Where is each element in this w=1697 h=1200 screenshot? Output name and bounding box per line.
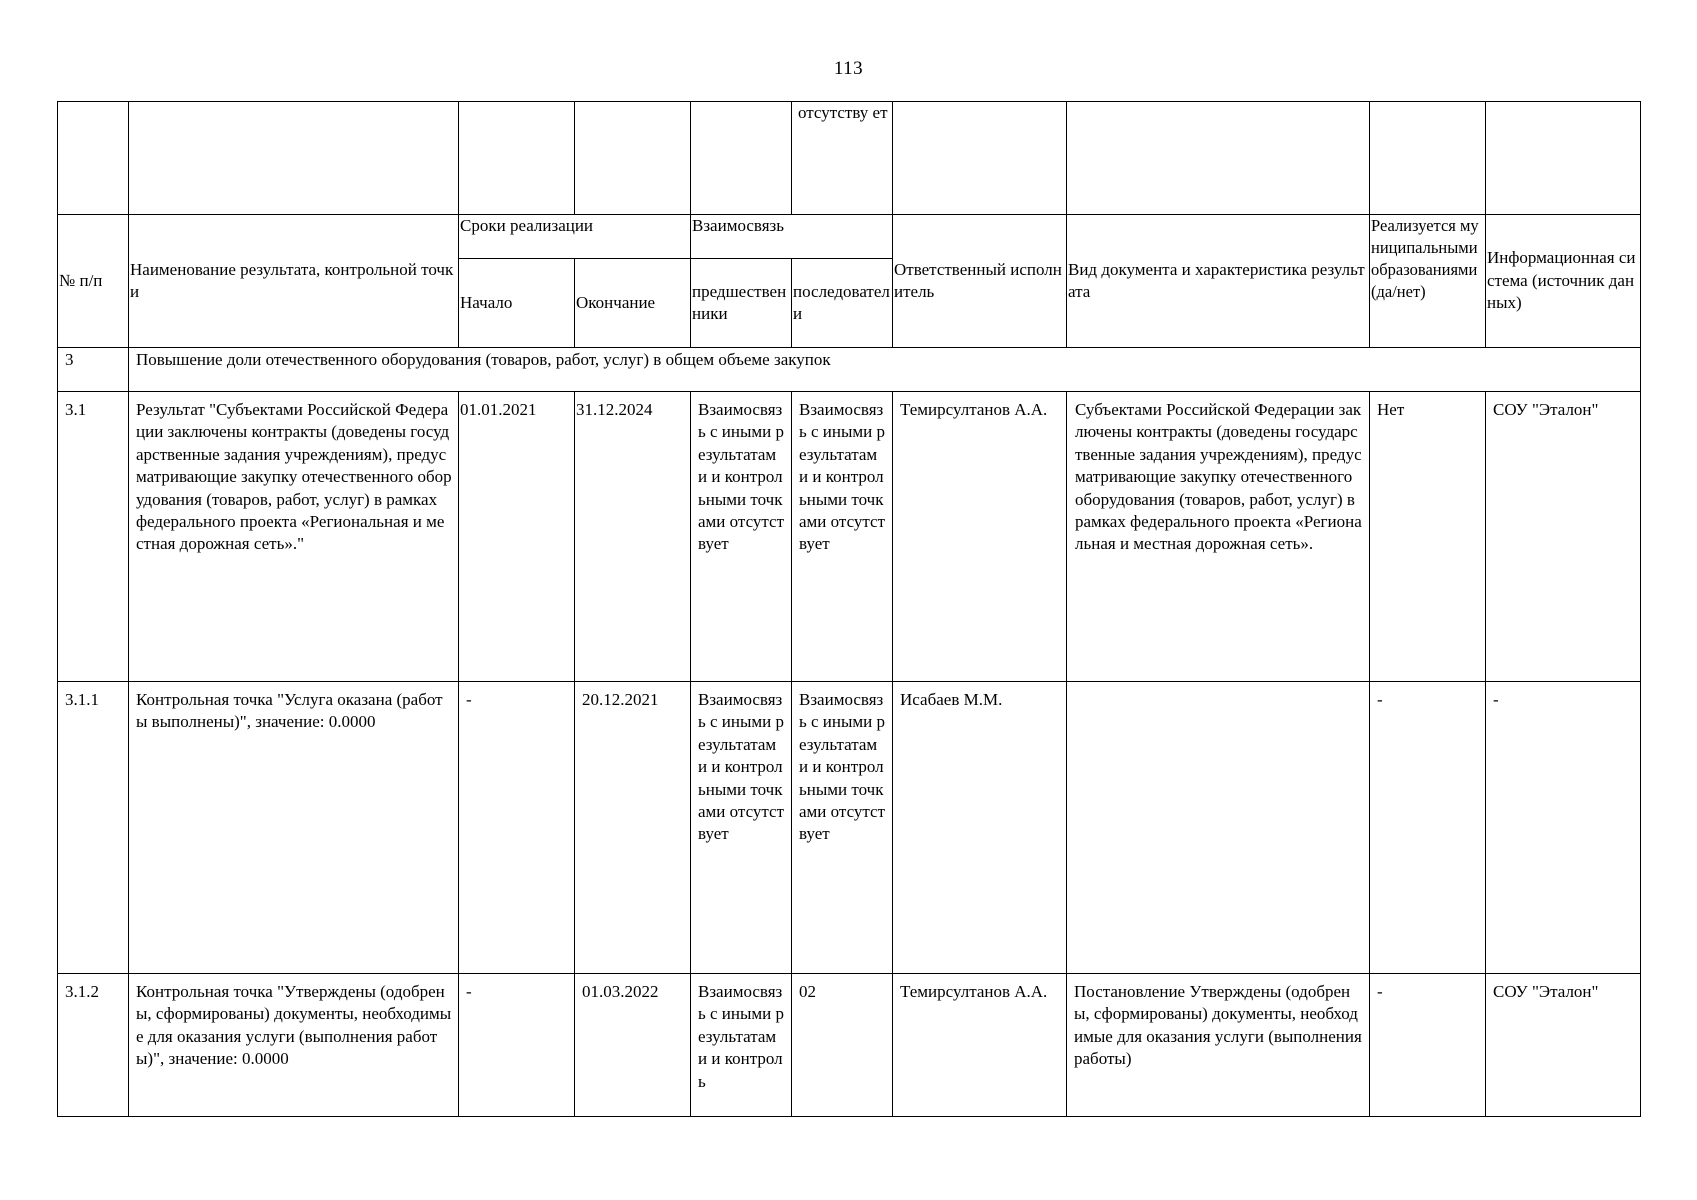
carry-over-cell	[1067, 102, 1370, 215]
row-end: 31.12.2024	[575, 392, 691, 682]
header-successors: последователи	[792, 259, 893, 348]
row-num: 3.1.1	[58, 682, 129, 974]
table-row	[58, 682, 1641, 974]
row-document: Субъектами Российской Федерации заключены контракты (доведены государственные задания учреждениям), предусматривающие закупку отечественного оборудования (товаров, работ, услуг) в рамках федерального проекта «Региональная и местная дорожная сеть».	[1067, 392, 1370, 682]
section-num: 3	[58, 348, 129, 392]
control-points-table	[57, 101, 1641, 1117]
carry-over-cell	[691, 102, 792, 215]
row-municipal: -	[1370, 682, 1486, 974]
header-relation: Взаимосвязь	[691, 215, 893, 259]
row-num: 3.1.2	[58, 974, 129, 1117]
table-row	[58, 974, 1641, 1117]
carry-over-cell	[575, 102, 691, 215]
carry-over-cell	[459, 102, 575, 215]
row-predecessors: Взаимосвязь с иными результатами и контрольными точками отсутствует	[691, 682, 792, 974]
row-name: Результат "Субъектами Российской Федерации заключены контракты (доведены государственные задания учреждениям), предусматривающие закупку отечественного оборудования (товаров, работ, услуг) в рамках федерального проекта «Региональная и местная дорожная сеть»."	[129, 392, 459, 682]
row-document	[1067, 682, 1370, 974]
header-num: № п/п	[58, 215, 129, 348]
row-info-system: СОУ "Эталон"	[1486, 974, 1641, 1117]
header-predecessors: предшественники	[691, 259, 792, 348]
header-terms: Сроки реализации	[459, 215, 691, 259]
row-name: Контрольная точка "Услуга оказана (работы выполнены)", значение: 0.0000	[129, 682, 459, 974]
carry-over-cell	[58, 102, 129, 215]
row-end: 20.12.2021	[575, 682, 691, 974]
section-row	[58, 348, 1641, 392]
header-end: Окончание	[575, 259, 691, 348]
row-info-system: СОУ "Эталон"	[1486, 392, 1641, 682]
page-number: 113	[833, 58, 864, 79]
row-municipal: -	[1370, 974, 1486, 1117]
row-responsible: Темирсултанов А.А.	[893, 392, 1067, 682]
carry-over-cell	[129, 102, 459, 215]
header-start: Начало	[459, 259, 575, 348]
header-info-system: Информационная система (источник данных)	[1486, 215, 1641, 348]
section-title: Повышение доли отечественного оборудования (товаров, работ, услуг) в общем объеме закупок	[129, 348, 1641, 392]
table-row	[58, 392, 1641, 682]
row-name: Контрольная точка "Утверждены (одобрены, сформированы) документы, необходимые для оказания услуги (выполнения работы)", значение: 0.0000	[129, 974, 459, 1117]
row-predecessors: Взаимосвязь с иными результатами и контрольными точками отсутствует	[691, 392, 792, 682]
row-document: Постановление Утверждены (одобрены, сформированы) документы, необходимые для оказания услуги (выполнения работы)	[1067, 974, 1370, 1117]
row-successors: 02	[792, 974, 893, 1117]
row-responsible: Темирсултанов А.А.	[893, 974, 1067, 1117]
row-num: 3.1	[58, 392, 129, 682]
carry-over-successors: отсутству ет	[792, 102, 893, 215]
header-name: Наименование результата, контрольной точки	[129, 215, 459, 348]
row-info-system: -	[1486, 682, 1641, 974]
row-successors: Взаимосвязь с иными результатами и контрольными точками отсутствует	[792, 682, 893, 974]
carry-over-row	[58, 102, 1641, 215]
header-document: Вид документа и характеристика результата	[1067, 215, 1370, 348]
row-end: 01.03.2022	[575, 974, 691, 1117]
carry-over-cell	[893, 102, 1067, 215]
header-row-top	[58, 215, 1641, 259]
row-start: -	[459, 682, 575, 974]
row-responsible: Исабаев М.М.	[893, 682, 1067, 974]
row-start: -	[459, 974, 575, 1117]
row-predecessors: Взаимосвязь с иными результатами и контроль	[691, 974, 792, 1117]
carry-over-cell	[1370, 102, 1486, 215]
row-municipal: Нет	[1370, 392, 1486, 682]
row-successors: Взаимосвязь с иными результатами и контрольными точками отсутствует	[792, 392, 893, 682]
row-start: 01.01.2021	[459, 392, 575, 682]
header-responsible: Ответственный исполнитель	[893, 215, 1067, 348]
header-municipal: Реализуется муниципальными образованиями (да/нет)	[1370, 215, 1486, 348]
carry-over-cell	[1486, 102, 1641, 215]
